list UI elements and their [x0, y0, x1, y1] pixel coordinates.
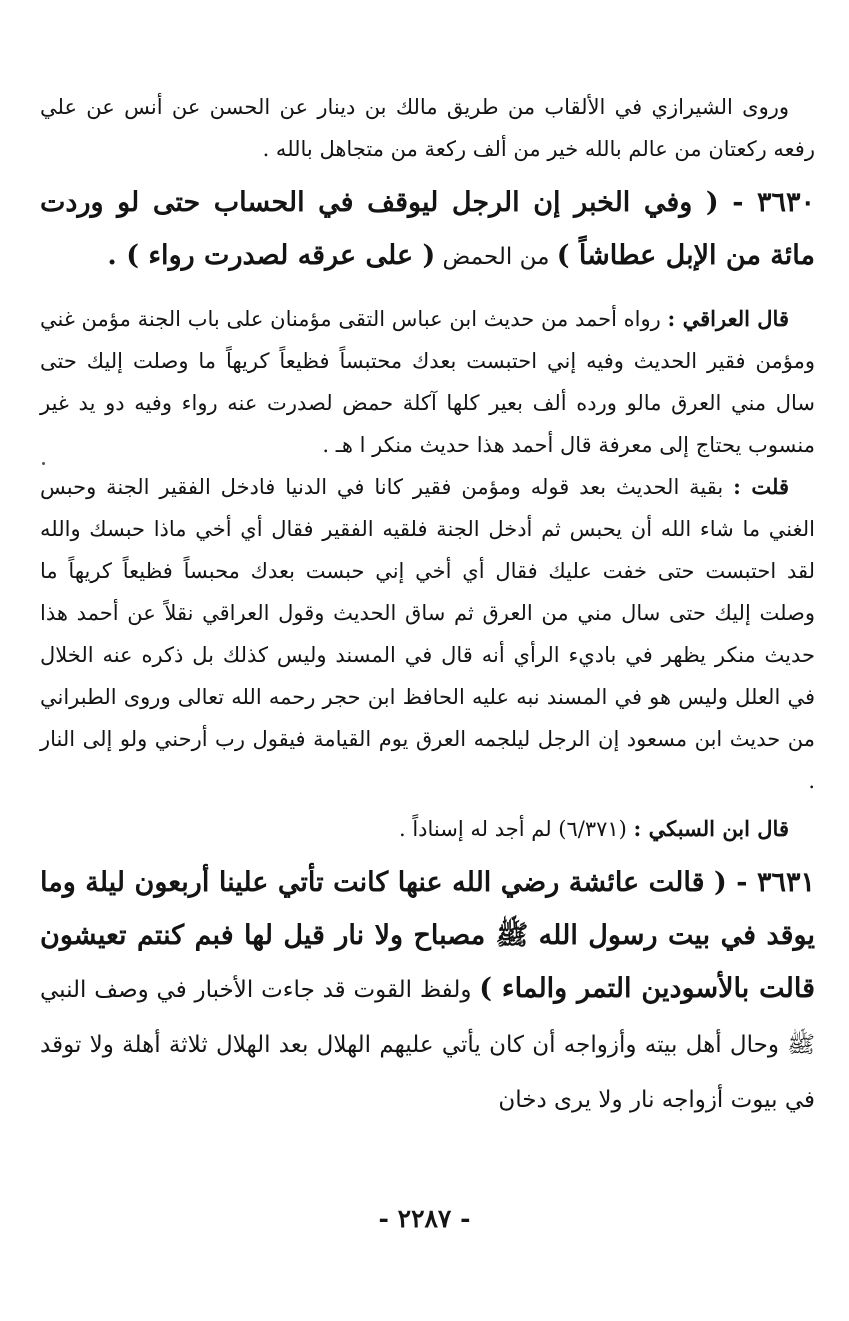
scan-speck [42, 462, 45, 465]
hadith-3631-text: ٣٦٣١ - ( قالت عائشة رضي الله عنها كانت تأتي علينا أربعون ليلة وما يوقد في بيت رسول الله ﷺ مصباح ولا نار قيل لها فبم كنتم تعيشون قالت بالأسودين التمر والماء ) [40, 867, 815, 1004]
paragraph-shirazi: وروى الشيرازي في الألقاب من طريق مالك بن دينار عن الحسن عن أنس عن علي رفعه ركعتان من عالم بالله خير من ألف ركعة من متجاهل بالله . [40, 95, 815, 161]
qultu-label: قلت : [733, 474, 789, 499]
iraqi-label: قال العراقي : [667, 306, 789, 331]
hadith-3630-heading [40, 176, 815, 284]
paragraph-iraqi [40, 298, 815, 466]
qultu-text: بقية الحديث بعد قوله ومؤمن فقير كانا في الدنيا فادخل الفقير الجنة وحبس الغني ما شاء الله أن يحبس ثم أدخل الجنة فلقيه الفقير فقال أي أخي ماذا حبسك والله لقد احتبست حتى خفت عليك فقال أي أخي إني حبست بعدك محبساً فظيعاً كريهاً ما وصلت إليك حتى سال مني من العرق ثم ساق الحديث وقول العراقي نقلاً عن أحمد هذا حديث منكر يظهر في باديء الرأي أنه قال في المسند وليس كذلك بل ذكره عنه الخلال في العلل وليس هو في المسند نبه عليه الحافظ ابن حجر رحمه الله تعالى وروى الطبراني من حديث ابن مسعود إن الرجل ليلجمه العرق يوم القيامة فيقول رب أرحني ولو إلى النار . [40, 475, 815, 793]
iraqi-text: رواه أحمد من حديث ابن عباس التقى مؤمنان على باب الجنة مؤمن غني ومؤمن فقير الحديث وفيه إني احتبست بعدك محتبساً فظيعاً كريهاً ما وصلت إليك حتى سال مني العرق مالو ورده ألف بعير كلها آكلة حمض لصدرت عنه رواء وفيه دو يد غير منسوب يحتاج إلى معرفة قال أحمد هذا حديث منكر ا هـ . [40, 307, 815, 457]
hadith-3630-text-end: ( على عرقه لصدرت رواء ) . [107, 240, 436, 271]
hadith-3631-commentary: ولفظ القوت قد جاءت الأخبار في وصف النبي ﷺ وحال أهل بيته وأزواجه أن كان يأتي عليهم الهلال بعد الهلال ثلاثة أهلة ولا توقد في بيوت أزواجه نار ولا يرى دخان [40, 977, 815, 1113]
book-page-body [40, 86, 815, 1127]
subki-text: (٦/٣٧١) لم أجد له إسناداً . [399, 817, 634, 841]
paragraph-subki [40, 808, 815, 850]
subki-label: قال ابن السبكي : [633, 816, 789, 841]
hadith-3630-text: ٣٦٣٠ - ( وفي الخبر إن الرجل ليوقف في الحساب حتى لو وردت مائة من الإبل عطاشاً ) [40, 187, 815, 271]
hadith-3630-gloss: من الحمض [435, 244, 557, 270]
paragraph-qultu [40, 466, 815, 802]
hadith-3631-heading [40, 856, 815, 1127]
page-number: - ٢٢٨٧ - [378, 1204, 471, 1233]
